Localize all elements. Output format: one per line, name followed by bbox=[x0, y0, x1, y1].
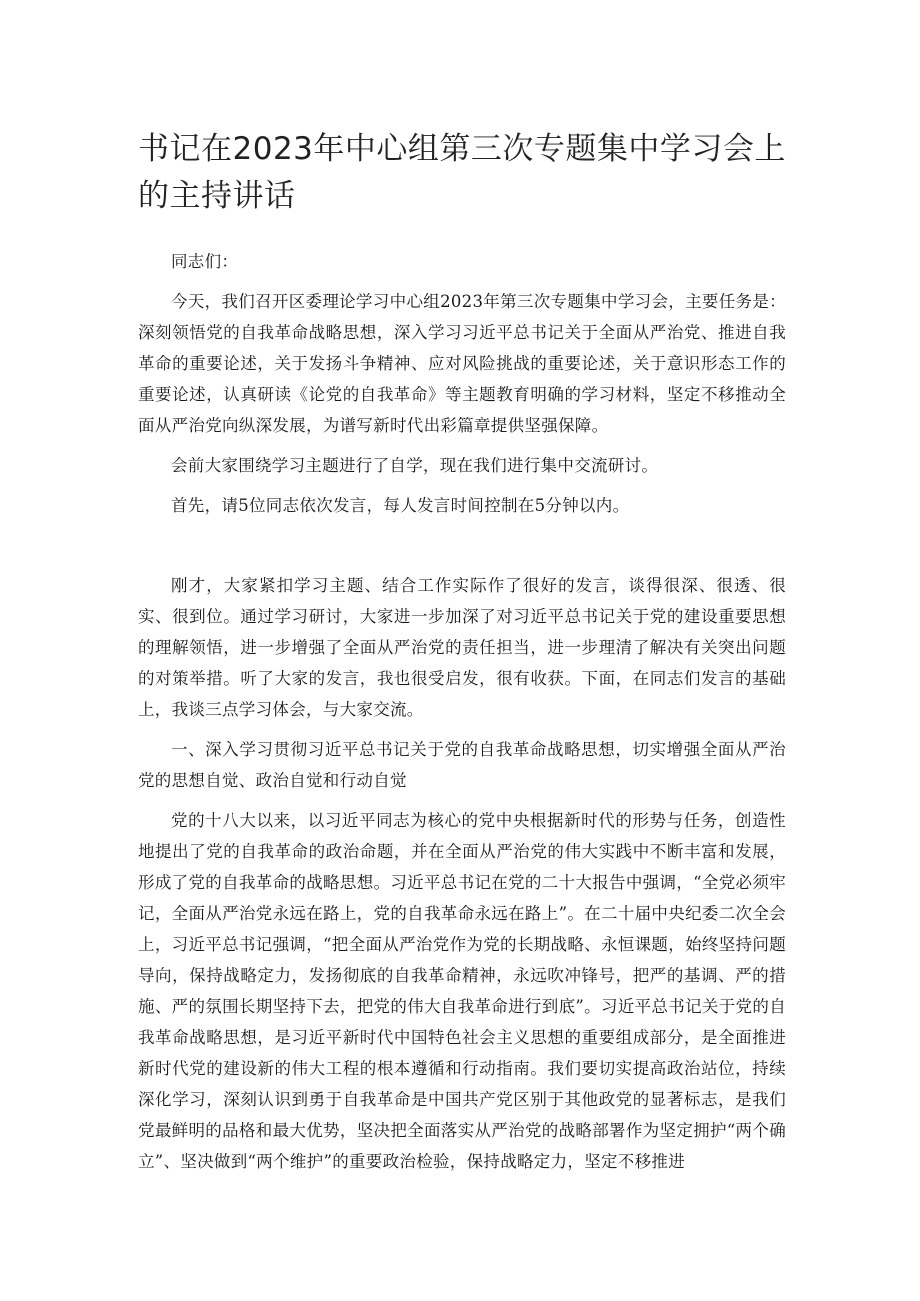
paragraph-self-study: 会前大家围绕学习主题进行了自学，现在我们进行集中交流研讨。 bbox=[171, 456, 659, 475]
section-heading-one: 一、深入学习贯彻习近平总书记关于党的自我革命战略思想，切实增强全面从严治党的思想自觉、政治自觉和行动自觉 bbox=[138, 740, 786, 790]
salutation: 同志们： bbox=[171, 252, 239, 271]
paragraph-opening: 今天，我们召开区委理论学习中心组2023年第三次专题集中学习会，主要任务是：深刻领悟党的自我革命战略思想，深入学习习近平总书记关于全面从严治党、推进自我革命的重要论述，关于发扬斗争精神、应对风险挑战的重要论述，关于意识形态工作的重要论述，认真研读《论党的自我革命》等主题教育明确的学习材料，坚定不移推动全面从严治党向纵深发展，为谱写新时代出彩篇章提供坚强保障。 bbox=[138, 292, 786, 435]
document-title: 书记在2023年中心组第三次专题集中学习会上的主持讲话 bbox=[138, 131, 786, 214]
document-body bbox=[138, 246, 786, 1186]
paragraph-section-one-body: 党的十八大以来，以习近平同志为核心的党中央根据新时代的形势与任务，创造性地提出了党的自我革命的政治命题，并在全面从严治党的伟大实践中不断丰富和发展，形成了党的自我革命的战略思想。习近平总书记在党的二十大报告中强调，“全党必须牢记，全面从严治党永远在路上，党的自我革命永远在路上”。在二十届中央纪委二次全会上，习近平总书记强调，“把全面从严治党作为党的长期战略、永恒课题，始终坚持问题导向，保持战略定力，发扬彻底的自我革命精神，永远吹冲锋号，把严的基调、严的措施、严的氛围长期坚持下去，把党的伟大自我革命进行到底”。习近平总书记关于党的自我革命战略思想，是习近平新时代中国特色社会主义思想的重要组成部分，是全面推进新时代党的建设新的伟大工程的根本遵循和行动指南。我们要切实提高政治站位，持续深化学习，深刻认识到勇于自我革命是中国共产党区别于其他政党的显著标志，是我们党最鲜明的品格和最大优势，坚决把全面落实从严治党的战略部署作为坚定拥护“两个确立”、坚决做到“两个维护”的重要政治检验，保持战略定力，坚定不移推进 bbox=[138, 811, 786, 1171]
paragraph-speakers: 首先，请5位同志依次发言，每人发言时间控制在5分钟以内。 bbox=[171, 496, 630, 515]
paragraph-summary: 刚才，大家紧扣学习主题、结合工作实际作了很好的发言，谈得很深、很透、很实、很到位。通过学习研讨，大家进一步加深了对习近平总书记关于党的建设重要思想的理解领悟，进一步增强了全面从严治党的责任担当，进一步理清了解决有关突出问题的对策举措。听了大家的发言，我也很受启发，很有收获。下面，在同志们发言的基础上，我谈三点学习体会，与大家交流。 bbox=[138, 576, 786, 719]
